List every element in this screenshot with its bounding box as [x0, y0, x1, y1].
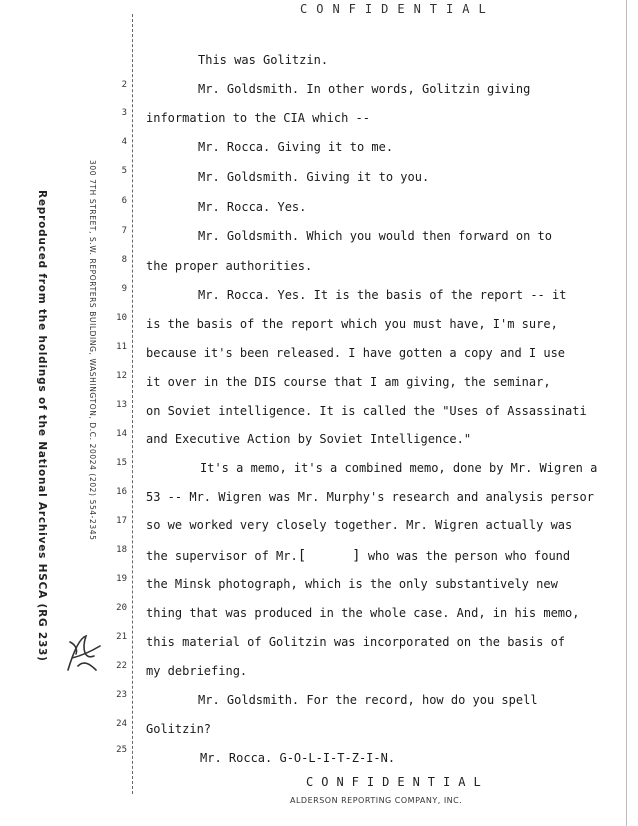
- line-number: 3: [121, 108, 127, 118]
- page-edge: [626, 0, 627, 826]
- transcript-text: who was the person who found: [367, 549, 571, 563]
- transcript-line: This was Golitzin.: [198, 53, 329, 67]
- redaction-bracket-close: ]: [352, 548, 361, 564]
- transcript-line: Mr. Goldsmith. For the record, how do you spell: [198, 693, 538, 707]
- transcript-line: the proper authorities.: [146, 259, 313, 273]
- transcript-line: Mr. Rocca. Yes.: [198, 200, 307, 214]
- transcript-line: Golitzin?: [146, 722, 212, 736]
- line-number: 16: [116, 487, 127, 497]
- line-number: 15: [116, 458, 127, 468]
- transcript-line: the Minsk photograph, which is the only substantively new: [146, 577, 558, 591]
- line-number: 17: [116, 516, 127, 526]
- margin-rule: [132, 14, 133, 794]
- transcript-text: the supervisor of Mr.: [146, 549, 298, 563]
- line-number: 18: [116, 545, 127, 555]
- transcript-line: It's a memo, it's a combined memo, done by Mr. Wigren a: [200, 461, 598, 475]
- archive-reproduction-note: Reproduced from the holdings of the National Archives HSCA (RG 233): [36, 190, 48, 662]
- transcript-line: my debriefing.: [146, 664, 248, 678]
- header-confidential-stamp: CONFIDENTIAL: [300, 2, 495, 16]
- line-number: 2: [121, 80, 127, 90]
- line-number: 9: [121, 284, 127, 294]
- transcript-line: thing that was produced in the whole case. And, in his memo,: [146, 606, 580, 620]
- transcript-line: information to the CIA which --: [146, 111, 370, 125]
- line-number: 25: [116, 745, 127, 755]
- transcript-line-redacted: [146, 548, 570, 564]
- transcript-line: Mr. Goldsmith. In other words, Golitzin giving: [198, 82, 531, 96]
- line-number: 24: [116, 719, 127, 729]
- transcript-line: on Soviet intelligence. It is called the "Uses of Assassinati: [146, 404, 587, 418]
- transcript-line: is the basis of the report which you must have, I'm sure,: [146, 317, 558, 331]
- line-number: 12: [116, 371, 127, 381]
- line-number: 6: [121, 196, 127, 206]
- transcript-line: because it's been released. I have gotten a copy and I use: [146, 346, 566, 360]
- line-number: 13: [116, 400, 127, 410]
- transcript-line: this material of Golitzin was incorporated on the basis of: [146, 635, 566, 649]
- line-number: 10: [116, 313, 127, 323]
- redaction-bracket-open: [: [297, 548, 307, 564]
- line-number: 21: [116, 632, 127, 642]
- transcript-line: 53 -- Mr. Wigren was Mr. Murphy's research and analysis persor: [146, 490, 594, 504]
- line-number: 11: [116, 342, 127, 352]
- line-number: 20: [116, 603, 127, 613]
- line-number: 22: [116, 661, 127, 671]
- transcript-line: so we worked very closely together. Mr. Wigren actually was: [146, 518, 573, 532]
- transcript-line: Mr. Rocca. Yes. It is the basis of the report -- it: [198, 288, 567, 302]
- footer-confidential-stamp: CONFIDENTIAL: [306, 775, 489, 789]
- line-number: 8: [121, 255, 127, 265]
- transcript-line: Mr. Rocca. Giving it to me.: [198, 140, 394, 154]
- line-number: 19: [116, 574, 127, 584]
- transcript-line: and Executive Action by Soviet Intelligence.": [146, 432, 472, 446]
- handwritten-initials-icon: [60, 630, 106, 680]
- line-number: 14: [116, 429, 127, 439]
- transcript-line: Mr. Goldsmith. Which you would then forward on to: [198, 229, 553, 243]
- line-number: 7: [121, 226, 127, 236]
- transcript-line: Mr. Rocca. G-O-L-I-T-Z-I-N.: [200, 751, 396, 765]
- reporting-company-name: ALDERSON REPORTING COMPANY, INC.: [290, 796, 463, 805]
- line-number: 23: [116, 690, 127, 700]
- reporter-address-note: 300 7TH STREET, S.W. REPORTERS BUILDING, WASHINGTON, D.C. 20024 (202) 554-2345: [88, 160, 97, 541]
- transcript-line: Mr. Goldsmith. Giving it to you.: [198, 170, 430, 184]
- line-number: 5: [121, 166, 127, 176]
- transcript-line: it over in the DIS course that I am giving, the seminar,: [146, 375, 551, 389]
- line-number: 4: [121, 137, 127, 147]
